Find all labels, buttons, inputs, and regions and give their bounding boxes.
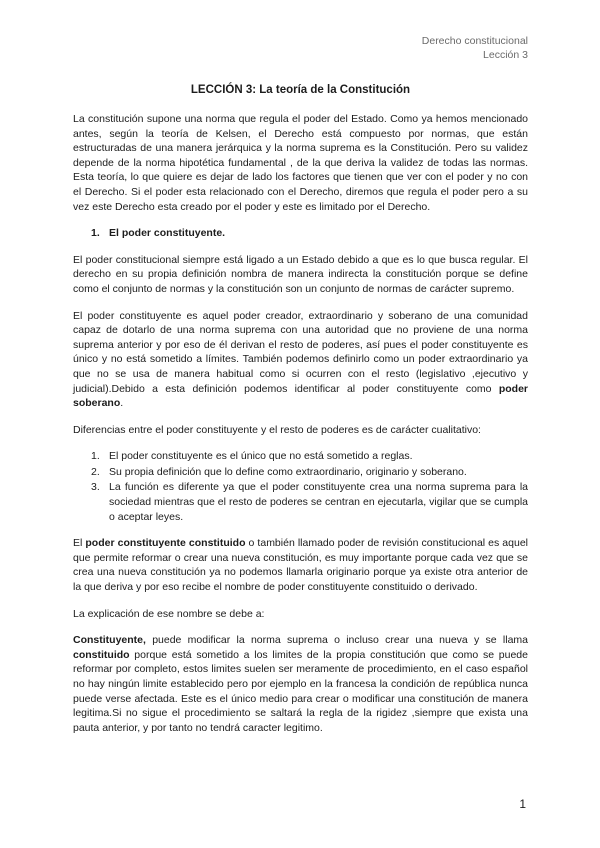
paragraph-poder-constituyente bbox=[73, 309, 528, 411]
paragraph-text: El bbox=[73, 537, 86, 550]
paragraph-text: porque está sometido a los limites de la propia constitución que como se puede reformar por completo, estos limites suelen ser meramente de procedimiento, en el caso español no hay ningún limite establecido pero por ejemplo en la francesa la condición de república nunca puede verse afectada. Este es el único medio para crear o modificar una constitución de manera legitima.Si no sigue el procedimiento se saltará la regla de la rigidez ,siempre que exista una pauta anterior, y por tanto no tendrá caracter legitimo. bbox=[73, 648, 528, 734]
paragraph-diferencias-intro: Diferencias entre el poder constituyente y el resto de poderes es de carácter cualitativo: bbox=[73, 423, 481, 436]
bold-term: poder soberano bbox=[73, 382, 528, 410]
bold-term: Constituyente, bbox=[73, 634, 146, 647]
list-number: 1. bbox=[91, 450, 100, 463]
paragraph-text: o también llamado poder de revisión constitucional es aquel que permite reformar o crear una nueva constitución, es muy importante porque cada vez que se crea una nueva constitución ya no podemos llamarla originario porque ya existe otra anterior de la que deriva y por eso recibe el nombre de poder constituyente constituido o derivado. bbox=[73, 537, 528, 594]
running-header bbox=[422, 34, 528, 62]
paragraph-final bbox=[73, 633, 528, 735]
section-title: El poder constituyente. bbox=[109, 227, 226, 240]
intro-paragraph: La constitución supone una norma que regula el poder del Estado. Como ya hemos mencionado antes, según la teoría de Kelsen, el Derecho está compuesto por normas, que están estructuradas de una manera jerárquica y la norma suprema es la Constitución. Pero su validez depende de la norma hipotética fundamental , de la que deriva la validez de todas las normas. Esta teoría, lo que quiere es dejar de lado los factores que tienen que ver con el poder y no con el Derecho. Si el poder esta relacionado con el Derecho, diremos que regula el poder pero a su vez este Derecho esta creado por el poder y este es limitado por el Derecho. bbox=[73, 113, 528, 213]
list-number: 3. bbox=[91, 481, 100, 494]
list-text: Su propia definición que lo define como extraordinario, originario y soberano. bbox=[109, 465, 467, 478]
section-heading bbox=[73, 226, 528, 241]
list-text: La función es diferente ya que el poder constituyente crea una norma suprema para la sociedad mientras que el resto de poderes se centran en ejecutarla, vigilar que se cumpla o aceptar leyes. bbox=[109, 481, 528, 523]
list-text: El poder constituyente es el único que no está sometido a reglas. bbox=[109, 450, 413, 463]
header-lesson: Lección 3 bbox=[483, 49, 528, 61]
list-item bbox=[73, 449, 528, 464]
list-item bbox=[73, 480, 528, 524]
paragraph-explicacion: La explicación de ese nombre se debe a: bbox=[73, 607, 265, 620]
list-number: 2. bbox=[91, 465, 100, 478]
header-course: Derecho constitucional bbox=[421, 35, 528, 47]
paragraph-text: puede modificar la norma suprema o incluso crear una nueva y se llama bbox=[145, 634, 528, 647]
paragraph-text: El poder constituyente es aquel poder creador, extraordinario y soberano de una comunidad capaz de dotarlo de una norma suprema con una autoridad que no proviene de una norma suprema anterior y por eso de él derivan el resto de poderes, así pues el poder constituyente es único y no está sometido a límites. También podemos definirlo como un poder extraordinario ya que no se usa de manera habitual como si ocurren con el resto (legislativo ,ejecutivo y judicial).Debido a esta definición podemos identificar al poder constituyente como bbox=[73, 309, 528, 395]
page-title: LECCIÓN 3: La teoría de la Constitución bbox=[190, 84, 411, 96]
section-number: 1. bbox=[91, 227, 100, 240]
document-body bbox=[73, 82, 528, 747]
list-item bbox=[73, 465, 528, 480]
diferencias-list bbox=[73, 449, 528, 524]
bold-term: poder constituyente constituido bbox=[85, 537, 246, 550]
paragraph-end: . bbox=[120, 397, 124, 410]
paragraph-constituido bbox=[73, 536, 528, 594]
paragraph-poder-constitucional: El poder constitucional siempre está ligado a un Estado debido a que es lo que busca regular. El derecho en su propia definición nombra de manera indirecta la constitución porque se define como el conjunto de normas y la constitución son un conjunto de normas de carácter supremo. bbox=[73, 253, 528, 295]
bold-term: constituido bbox=[73, 648, 130, 661]
page-number: 1 bbox=[519, 797, 526, 811]
